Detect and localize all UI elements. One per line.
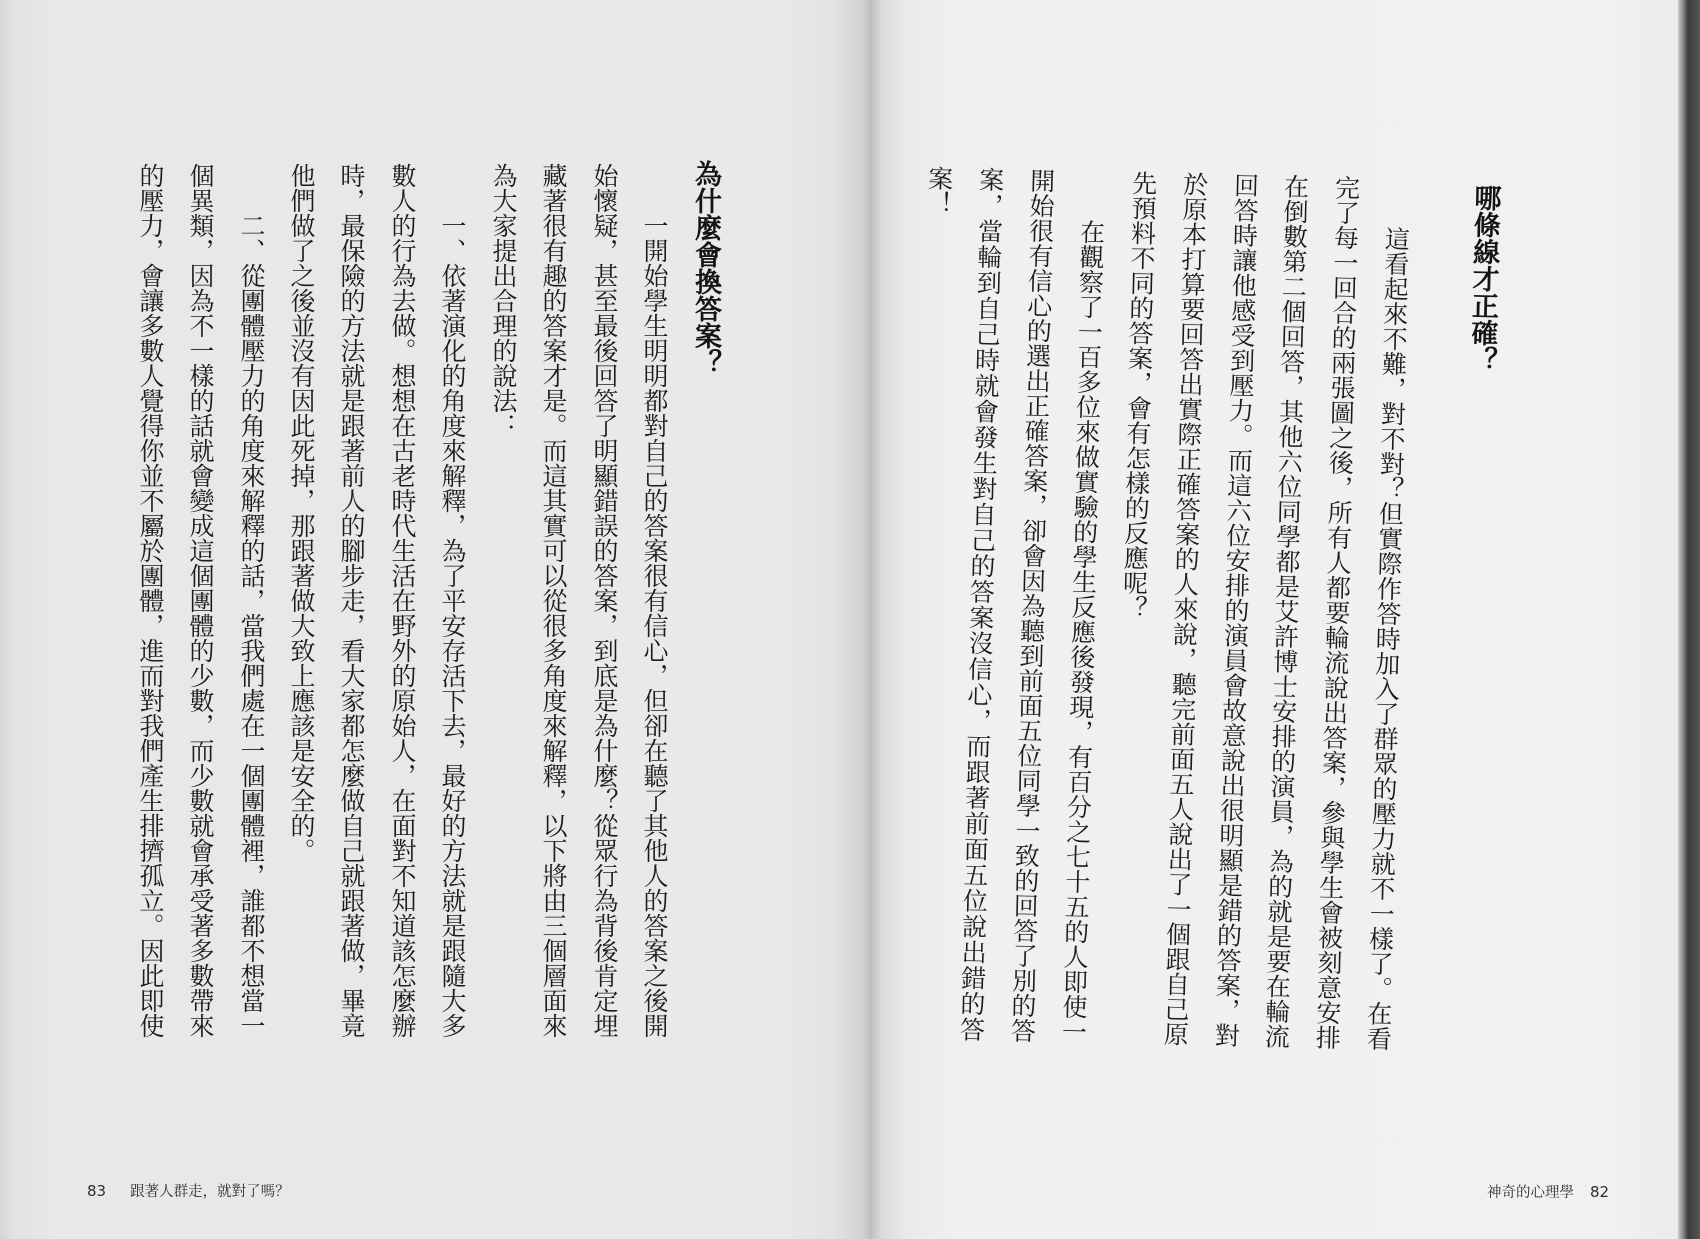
- paragraph-line: 的壓力，會讓多數人覺得你並不屬於團體，進而對我們產生排擠孤立。因此即使: [136, 163, 165, 1038]
- paragraph-line: 案，當輪到自己時就會發生對自己的答案沒信心，而跟著前面五位說出錯的答: [956, 166, 1005, 1043]
- paragraph-line: 藏著很有趣的答案才是。而這其實可以從很多角度來解釋，以下將由三個層面來: [539, 163, 568, 1038]
- paragraph-line: 數人的行為去做。想想在古老時代生活在野外的原始人，在面對不知道該怎麼辦: [388, 163, 417, 1038]
- paragraph-line: 回答時讓他感受到壓力。而這六位安排的演員會故意說出很明顯是錯的答案，對: [1211, 172, 1260, 1048]
- paragraph-line: 完了每一回合的兩張圖之後，所有人都要輪流說出答案，參與學生會被刻意安排: [1312, 174, 1361, 1051]
- paragraph-line: 這看起來不難，對不對？但實際作答時加入了群眾的壓力就不一樣了。在看: [1363, 225, 1411, 1052]
- right-page-text: [890, 143, 1531, 1077]
- left-page-footer: [87, 1180, 290, 1201]
- paragraph-line: 在觀察了一百多位來做實驗的學生反應後發現，有百分之七十五的人即使一: [1058, 218, 1106, 1045]
- page-number: 82: [1590, 1183, 1610, 1201]
- paragraph-line: 個異類，因為不一樣的話就會變成這個團體的少數，而少數就會承受著多數帶來: [186, 163, 215, 1038]
- section-heading: 為什麼會換答案？: [690, 160, 721, 376]
- paragraph-line: 一開始學生明明都對自己的答案很有信心，但卻在聽了其他人的答案之後開: [640, 213, 669, 1038]
- paragraph-line: 始懷疑，甚至最後回答了明顯錯誤的答案，到底是為什麼？從眾行為背後肯定埋: [590, 163, 619, 1038]
- page-number: 83: [87, 1182, 107, 1200]
- paragraph-line: 為大家提出合理的說法：: [489, 163, 518, 438]
- running-title: 跟著人群走，就對了嗎？: [130, 1184, 290, 1200]
- paragraph-line: 二、從團體壓力的角度來解釋的話，當我們處在一個團體裡，誰都不想當一: [237, 213, 266, 1038]
- running-title: 神奇的心理學: [1487, 1185, 1574, 1201]
- paragraph-line: 一、依著演化的角度來解釋，為了平安存活下去，最好的方法就是跟隨大多: [438, 213, 467, 1038]
- paragraph-line: 開始很有信心的選出正確答案，卻會因為聽到前面五位同學一致的回答了別的答: [1007, 167, 1056, 1044]
- paragraph-line: 先預料不同的答案，會有怎樣的反應呢？: [1118, 170, 1158, 621]
- paragraph-line: 在倒數第二個回答，其他六位同學都是艾許博士安排的演員，為的就是要在輪流: [1261, 173, 1310, 1049]
- paragraph-line: 他們做了之後並沒有因此死掉，那跟著做大致上應該是安全的。: [287, 163, 316, 863]
- scan-edge: [1678, 0, 1700, 1239]
- section-heading: 哪條線才正確？: [1465, 183, 1501, 374]
- paragraph-line: 案！: [923, 165, 955, 217]
- right-page-footer: [1487, 1181, 1609, 1202]
- paragraph-line: 時，最保險的方法就是跟著前人的腳步走，看大家都怎麼做自己就跟著做，畢竟: [337, 163, 366, 1038]
- paragraph-line: 於原本打算要回答出實際正確答案的人來說，聽完前面五人說出了一個跟自己原: [1160, 171, 1209, 1047]
